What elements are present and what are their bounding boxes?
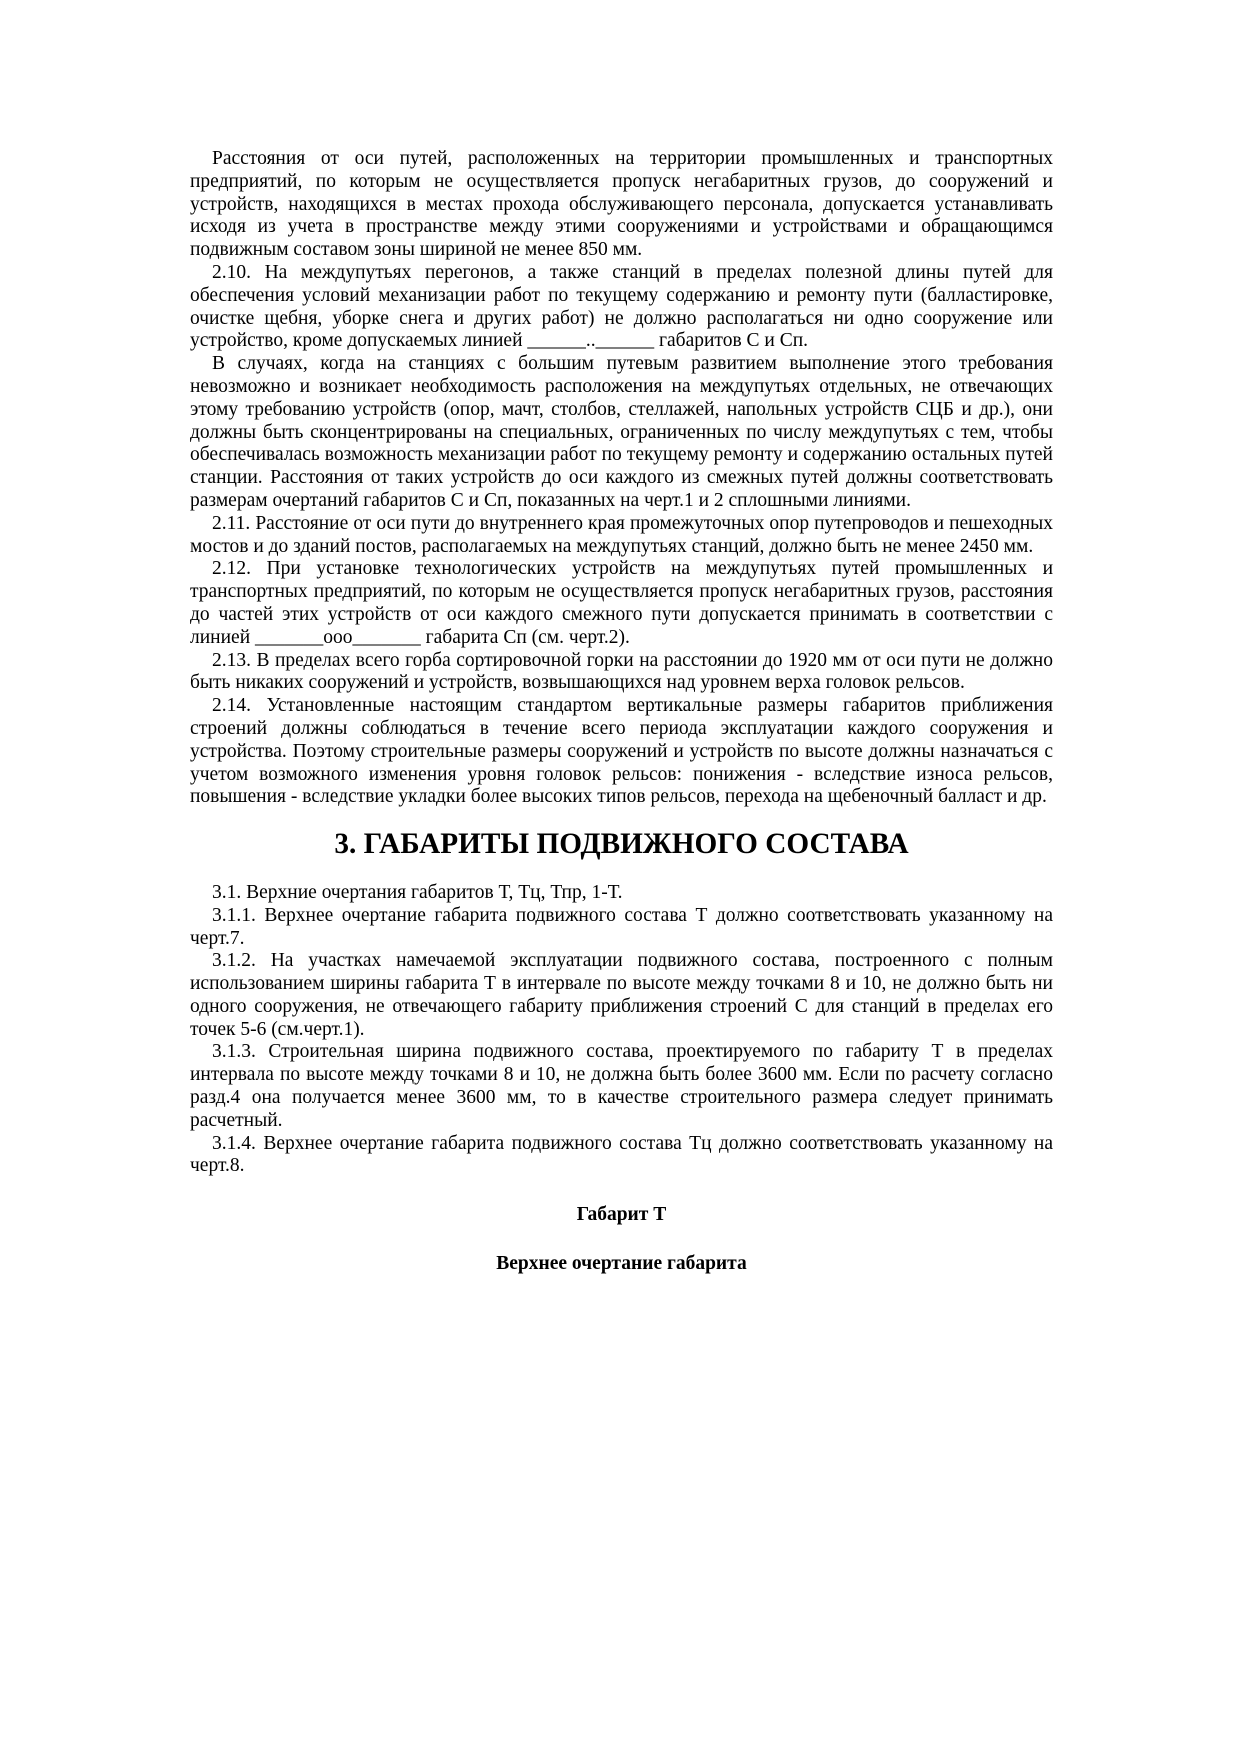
paragraph-3-1: 3.1. Верхние очертания габаритов Т, Тц, Тпр, 1-Т. — [212, 881, 623, 903]
paragraph-2-13: 2.13. В пределах всего горба сортировочной горки на расстоянии до 1920 мм от оси пути не должно быть никаких сооружений и устройств, возвышающихся над уровнем верха головок рельсов. — [190, 649, 1053, 694]
paragraph-2-11: 2.11. Расстояние от оси пути до внутреннего края промежуточных опор путепроводов и пешеходных мостов и до зданий постов, располагаемых на междупутьях станций, должно быть не менее 2450 мм. — [190, 512, 1053, 557]
paragraph-stations-exception: В случаях, когда на станциях с большим путевым развитием выполнение этого требования невозможно и возникает необходимость расположения на междупутьях отдельных, не отвечающих этому требованию устройств (опор, мачт, столбов, стеллажей, напольных устройств СЦБ и др.), они должны быть сконцентрированы на специальных, ограниченных по числу междупутьях с тем, чтобы обеспечивалась возможность механизации работ по текущему ремонту и содержанию остальных путей станции. Расстояния от таких устройств до оси каждого из смежных путей должны соответствовать размерам очертаний габаритов С и Сп, показанных на черт.1 и 2 сплошными линиями. — [190, 353, 1053, 511]
document-page — [190, 148, 1053, 1276]
paragraph-2-14: 2.14. Установленные настоящим стандартом вертикальные размеры габаритов приближения строений должны соблюдаться в течение всего периода эксплуатации каждого сооружения и устройства. Поэтому строительные размеры сооружений и устройств по высоте должны назначаться с учетом возможного изменения уровня головок рельсов: понижения - вследствие износа рельсов, повышения - вследствие укладки более высоких типов рельсов, перехода на щебеночный балласт и др. — [190, 695, 1053, 808]
figure-subtitle: Верхнее очертание габарита — [496, 1253, 747, 1275]
paragraph-clearance-850: Расстояния от оси путей, расположенных на территории промышленных и транспортных предприятий, по которым не осуществляется пропуск негабаритных грузов, до сооружений и устройств, находящихся в местах прохода обслуживающего персонала, допускается устанавливать исходя из учета в пространстве между этими сооружениями и устройствами и обращающимся подвижным составом зоны шириной не менее 850 мм. — [190, 148, 1053, 261]
paragraph-3-1-2: 3.1.2. На участках намечаемой эксплуатации подвижного состава, построенного с полным использованием ширины габарита Т в интервале по высоте между точками 8 и 10, не должно быть ни одного сооружения, не отвечающего габариту приближения строений С для станций в пределах его точек 5-6 (см.черт.1). — [190, 950, 1053, 1040]
paragraph-3-1-4: 3.1.4. Верхнее очертание габарита подвижного состава Тц должно соответствовать указанному на черт.8. — [190, 1132, 1053, 1177]
section-heading: 3. ГАБАРИТЫ ПОДВИЖНОГО СОСТАВА — [334, 828, 909, 861]
paragraph-3-1-3: 3.1.3. Строительная ширина подвижного состава, проектируемого по габариту Т в пределах интервала по высоте между точками 8 и 10, не должна быть более 3600 мм. Если по расчету согласно разд.4 она получается менее 3600 мм, то в качестве строительного размера следует принимать расчетный. — [190, 1041, 1053, 1131]
figure-title: Габарит Т — [576, 1204, 667, 1226]
paragraph-2-10: 2.10. На междупутьях перегонов, а также станций в пределах полезной длины путей для обеспечения условий механизации работ по текущему содержанию и ремонту пути (балластировке, очистке щебня, уборке снега и других работ) не должно располагаться ни одно сооружение или устройство, кроме допускаемых линией ______..______ габаритов С и Сп. — [190, 261, 1053, 352]
paragraph-3-1-1: 3.1.1. Верхнее очертание габарита подвижного состава Т должно соответствовать указанному на черт.7. — [190, 904, 1053, 949]
paragraph-2-12: 2.12. При установке технологических устройств на междупутьях путей промышленных и транспортных предприятий, по которым не осуществляется пропуск негабаритных грузов, расстояния до частей этих устройств от оси каждого смежного пути допускается принимать в соответствии с линией _______ооо_______ габарита Сп (см. черт.2). — [190, 558, 1053, 648]
